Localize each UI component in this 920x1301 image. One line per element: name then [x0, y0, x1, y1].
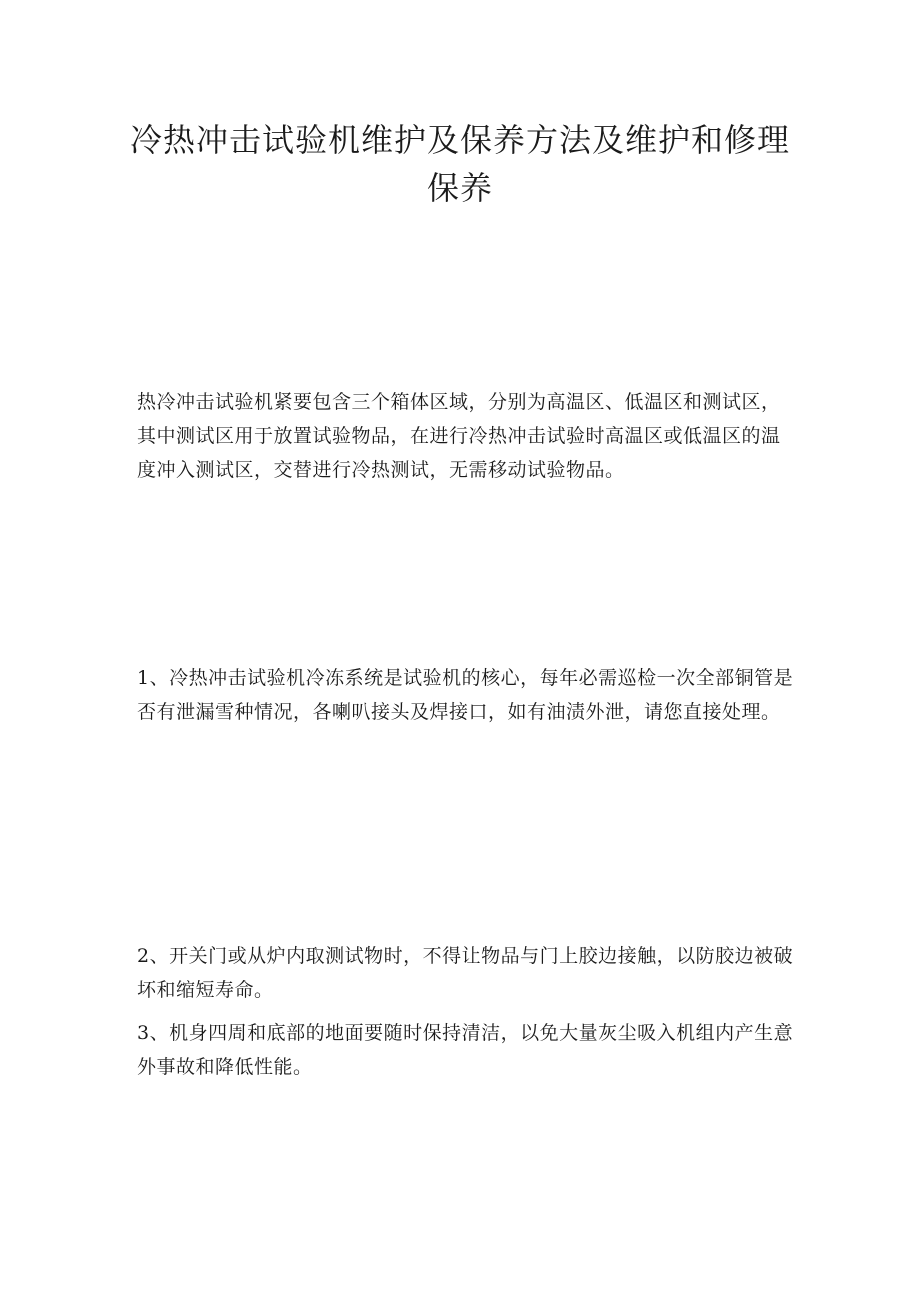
maintenance-item-1: 1、冷热冲击试验机冷冻系统是试验机的核心，每年必需巡检一次全部铜管是否有泄漏雪种情况，各喇叭接头及焊接口，如有油渍外泄，请您直接处理。: [137, 667, 794, 723]
maintenance-item-3: 3、机身四周和底部的地面要随时保持清洁，以免大量灰尘吸入机组内产生意外事故和降低性能。: [137, 1022, 794, 1078]
document-title: 冷热冲击试验机维护及保养方法及维护和修理保养: [129, 121, 790, 207]
maintenance-item-2: 2、开关门或从炉内取测试物时，不得让物品与门上胶边接触，以防胶边被破坏和缩短寿命。: [137, 945, 794, 1001]
intro-paragraph: 热冷冲击试验机紧要包含三个箱体区域，分别为高温区、低温区和测试区，其中测试区用于放置试验物品，在进行冷热冲击试验时高温区或低温区的温度冲入测试区，交替进行冷热测试，无需移动试验物品。: [137, 391, 781, 481]
